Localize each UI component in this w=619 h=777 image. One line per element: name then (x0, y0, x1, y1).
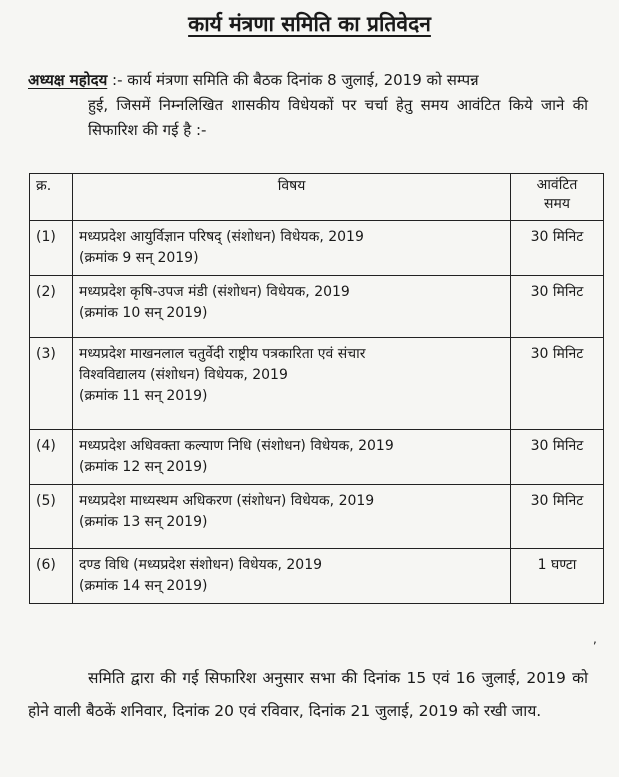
row-bill-number: (क्रमांक 11 सन् 2019) (79, 388, 208, 404)
closing-text: समिति द्वारा की गई सिफारिश अनुसार सभा की दिनांक 15 एवं 16 जुलाई, 2019 को होने वाली बैठकें शनिवार, दिनांक 20 एवं रविवार, दिनांक 21 जुलाई, 2019 को रखी जाय. (28, 669, 588, 720)
row-time: 30 मिनिट (511, 430, 604, 485)
table-header-row (30, 174, 604, 221)
row-bill-number: (क्रमांक 12 सन् 2019) (79, 459, 208, 475)
row-bill-name: मध्यप्रदेश आयुर्विज्ञान परिषद् (संशोधन) विधेयक, 2019 (79, 229, 364, 245)
row-time: 30 मिनिट (511, 485, 604, 549)
row-bill-name: दण्ड विधि (मध्यप्रदेश संशोधन) विधेयक, 2019 (79, 557, 323, 573)
row-serial: (5) (30, 485, 73, 549)
row-bill-name: मध्यप्रदेश अधिवक्ता कल्याण निधि (संशोधन) विधेयक, 2019 (79, 438, 394, 454)
row-subject (73, 276, 511, 338)
row-subject (73, 549, 511, 604)
bills-table (29, 173, 604, 604)
row-time: 30 मिनिट (511, 276, 604, 338)
table-row (30, 549, 604, 604)
intro-text-line1: :- कार्य मंत्रणा समिति की बैठक दिनांक 8 जुलाई, 2019 को सम्पन्न (107, 71, 479, 89)
row-subject (73, 430, 511, 485)
table-row (30, 430, 604, 485)
row-bill-number: (क्रमांक 10 सन् 2019) (79, 305, 208, 321)
row-serial: (1) (30, 221, 73, 276)
header-time (511, 174, 604, 221)
header-time-line2: समय (544, 196, 570, 212)
row-bill-number: (क्रमांक 13 सन् 2019) (79, 514, 208, 530)
table-row (30, 221, 604, 276)
row-bill-number: (क्रमांक 14 सन् 2019) (79, 578, 208, 594)
row-bill-name: मध्यप्रदेश माखनलाल चतुर्वेदी राष्ट्रीय पत्रकारिता एवं संचार (79, 346, 366, 362)
table-row (30, 485, 604, 549)
row-serial: (4) (30, 430, 73, 485)
table-row (30, 338, 604, 430)
row-bill-number: (क्रमांक 9 सन् 2019) (79, 250, 199, 266)
row-subject (73, 221, 511, 276)
row-serial: (2) (30, 276, 73, 338)
row-time: 30 मिनिट (511, 221, 604, 276)
stray-mark: , (593, 632, 597, 646)
row-serial: (3) (30, 338, 73, 430)
header-time-line1: आवंटित (536, 177, 578, 193)
intro-text-rest: हुई, जिसमें निम्नलिखित शासकीय विधेयकों पर चर्चा हेतु समय आवंटित किये जाने की सिफारिश की गई है :- (88, 96, 588, 139)
row-time: 1 घण्टा (511, 549, 604, 604)
report-title-text: कार्य मंत्रणा समिति का प्रतिवेदन (188, 12, 431, 36)
closing-paragraph (28, 662, 588, 728)
table-row (30, 276, 604, 338)
row-bill-name-cont: विश्वविद्यालय (संशोधन) विधेयक, 2019 (79, 367, 288, 383)
header-subject: विषय (73, 174, 511, 221)
report-title (0, 10, 619, 38)
intro-paragraph (28, 68, 588, 143)
row-time: 30 मिनिट (511, 338, 604, 430)
row-bill-name: मध्यप्रदेश माध्यस्थम अधिकरण (संशोधन) विधेयक, 2019 (79, 493, 375, 509)
header-serial: क्र. (30, 174, 73, 221)
row-serial: (6) (30, 549, 73, 604)
row-subject (73, 485, 511, 549)
salutation: अध्यक्ष महोदय (28, 71, 108, 89)
row-bill-name: मध्यप्रदेश कृषि-उपज मंडी (संशोधन) विधेयक, 2019 (79, 284, 350, 300)
row-subject (73, 338, 511, 430)
